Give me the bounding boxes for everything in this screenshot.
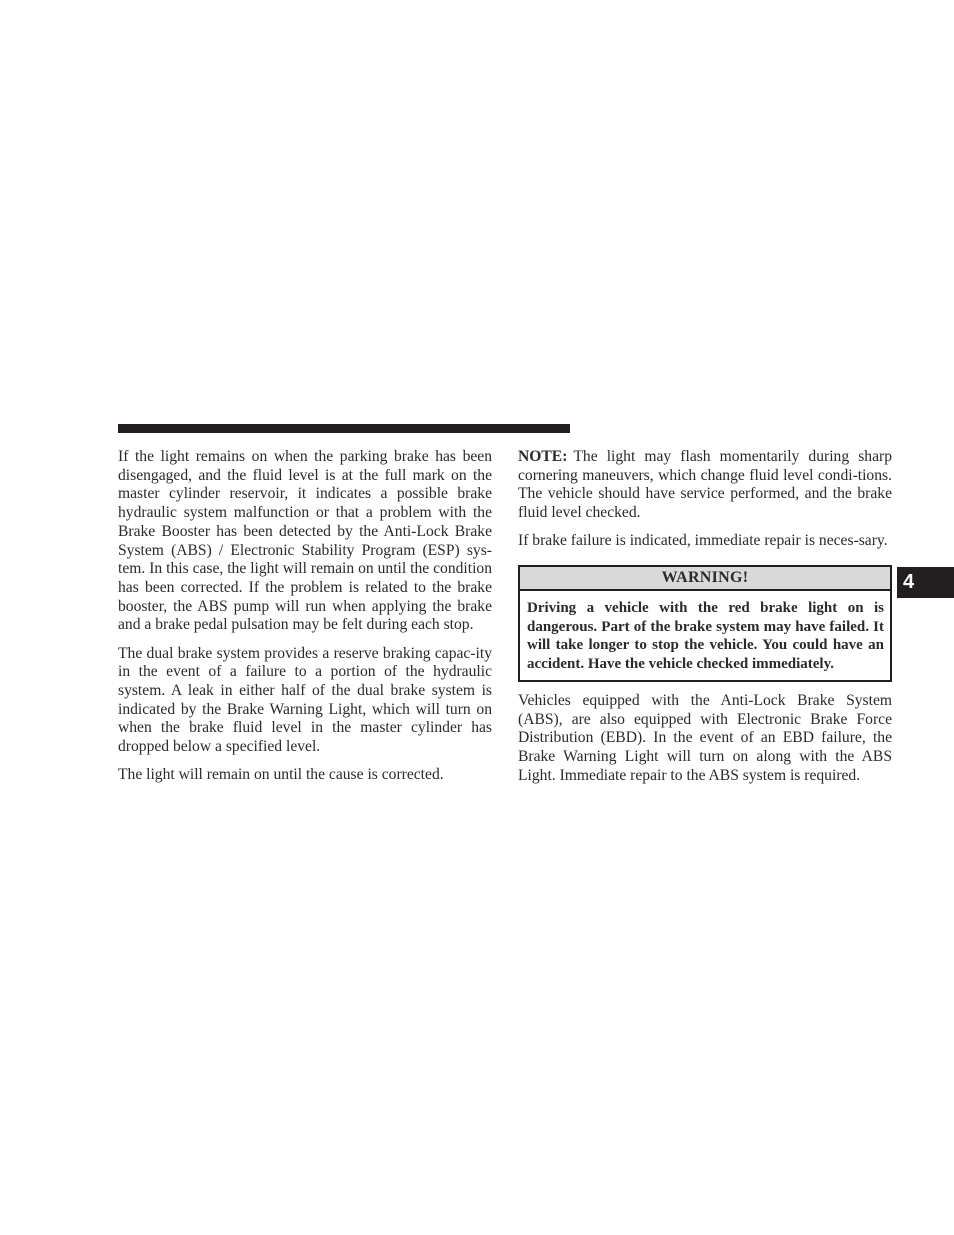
- left-column: [118, 448, 492, 794]
- ebd-paragraph: Vehicles equipped with the Anti-Lock Brake System (ABS), are also equipped with Electronic Brake Force Distribution (EBD). In the event of an EBD failure, the Brake Warning Light will turn on along with the ABS Light. Immediate repair to the ABS system is required.: [518, 691, 892, 784]
- parking-brake-paragraph: If the light remains on when the parking brake has been disengaged, and the fluid level is at the full mark on the master cylinder reservoir, it indicates a possible brake hydraulic system malfunction or that a problem with the Brake Booster has been detected by the Anti-Lock Brake System (ABS) / Electronic Stability Program (ESP) sys-tem. In this case, the light will remain on until the condition has been corrected. If the problem is related to the brake booster, the ABS pump will run when applying the brake and a brake pedal pulsation may be felt during each stop.: [118, 448, 492, 634]
- note-label: NOTE:: [518, 448, 568, 465]
- note-paragraph: [518, 448, 892, 523]
- light-remains-paragraph: The light will remain on until the cause is corrected.: [118, 766, 444, 784]
- right-column: [518, 448, 892, 795]
- warning-body: Driving a vehicle with the red brake light on is dangerous. Part of the brake system may have failed. It will take longer to stop the vehicle. You could have an accident. Have the vehicle checked immediately.: [527, 600, 884, 673]
- dual-brake-paragraph: The dual brake system provides a reserve braking capac-ity in the event of a failure to a portion of the hydraulic system. A leak in either half of the dual brake system is indicated by the Brake Warning Light, which will turn on when the brake fluid level in the master cylinder has dropped below a specified level.: [118, 644, 492, 756]
- repair-paragraph: If brake failure is indicated, immediate repair is neces-sary.: [518, 532, 888, 550]
- warning-title: WARNING!: [520, 567, 890, 591]
- section-top-rule: [118, 424, 570, 433]
- warning-box: [518, 565, 892, 682]
- note-text: The light may flash momentarily during sharp cornering maneuvers, which change fluid level condi-tions. The vehicle should have service performed, and the brake fluid level checked.: [518, 448, 892, 522]
- chapter-tab: 4: [897, 567, 954, 598]
